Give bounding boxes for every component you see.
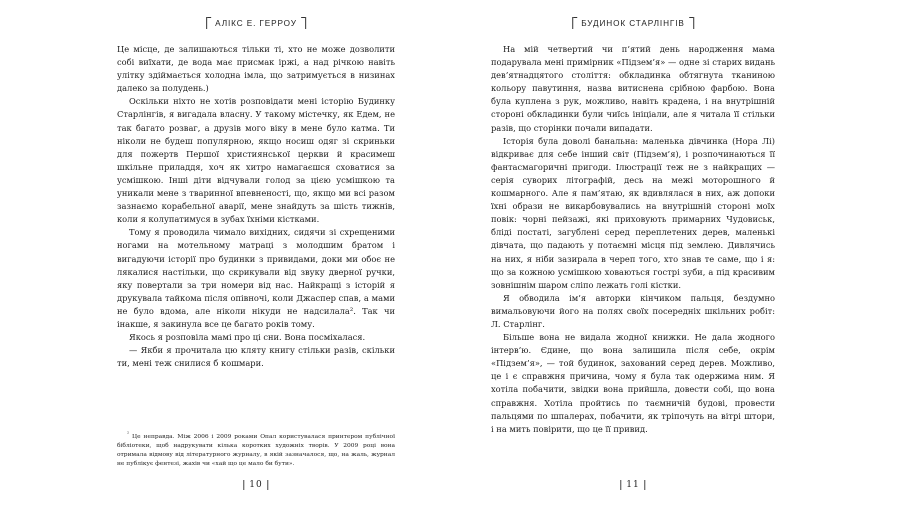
footnote-mark: ²: [127, 431, 130, 437]
running-head-text: АЛІКС Е. ГЕРРОУ: [215, 18, 297, 28]
page-number-text: 11: [626, 480, 640, 490]
paragraph: Тому я проводила чимало вихідних, сидячи зі схрещеними ногами на мотельному матраці з молодшим братом і вигадуючи історії про будинки з привидами, доки ми обоє не лякалися настільки, що скрикували від звуку дверної ручки, яку повертали за три номери від нас. Найкращі з історій я друкувала тайкома після опівночі, коли Джаспер спав, а мами не було вдома, але ніколи нікуди не надсилала². Так чи інакше, я закинула все це багато років тому.: [117, 227, 395, 329]
right-page: [491, 0, 775, 510]
paragraph: Історія була доволі банальна: маленька дівчинка (Нора Лі) відкриває для себе інший світ (Підзем’я), і розпочинаються її фантасмагоричні пригоди. Ілюстрації теж не з найкращих — серія суворих літографій, десь на межі моторошного й кошмарного. Але я пам’ятаю, як вдивлялася в них, аж допоки їхні образи не викарбовувались на внутрішній стороні моїх повік: чорні пейзажі, які приховують примарних Чудовиськ, бліді постаті, загублені серед переплетених дерев, маленькі дівчата, що падають у потаємні місця під землею. Дивлячись на них, я ніби зазирала в череп того, хто знав те саме, що і я: що за кожною усмішкою ховаються гострі зуби, а під красивим зовнішнім шаром сліпо лежать голі кістки.: [491, 135, 775, 290]
paragraph: Якось я розповіла мамі про ці сни. Вона посміхалася.: [129, 332, 366, 343]
running-head-author: [206, 17, 306, 29]
left-page: [117, 0, 395, 510]
page-number-right: [615, 480, 650, 490]
right-body-text: [491, 43, 775, 436]
paragraph: Більше вона не видала жодної книжки. Не дала жодного інтерв’ю. Єдине, що вона залишила після себе, окрім «Підзем’я», — той будинок, захований серед дерев. Можливо, це і є справжня причина, чому я була так одержима ним. Я хотіла побачити, звідки вона прийшла, довести собі, що вона справжня. Хотіла пройтись по таємничій будові, провести пальцями по шпалерах, побачити, як тріпочуть на вітрі штори, і на мить повірити, що це її привид.: [491, 332, 775, 434]
left-body-text: [117, 43, 395, 370]
paragraph: Це місце, де залишаються тільки ті, хто не може дозволити собі виїхати, де вода має присмак іржі, а над річкою навіть улітку здіймається холодна імла, що затримується в низинах далеко за полудень.): [117, 44, 395, 94]
paragraph: — Якби я прочитала цю кляту книгу стільки разів, скільки ти, мені теж снилися б кошмари.: [117, 345, 395, 369]
paragraph: Я обводила ім’я авторки кінчиком пальця, бездумно вимальовуючи його на полях своїх посередніх шкільних робіт: Л. Старлінг.: [491, 292, 775, 329]
footnote-text: Це неправда. Між 2006 і 2009 роками Опал користувалася принтером публічної бібліотеки, щоб надрукувати кілька коротких художніх творів. У 2009 році вона отримала відмову від літературного журналу, в якій зазначалося, що, на жаль, журнал не публікує фентезі, жахів чи «хай що це мало би бути».: [117, 433, 395, 468]
footnote: [117, 430, 395, 469]
running-head-text: БУДИНОК СТАРЛІНГІВ: [581, 18, 685, 28]
paragraph: Оскільки ніхто не хотів розповідати мені історію Будинку Старлінгів, я вигадала власну. У такому містечку, як Едем, не так багато розваг, а друзів мого віку в мене було катма. Ти ніколи не будеш популярною, якщо носиш одяг зі скриньки для пожертв Першої християнської церкви й красимеш шкільне приладдя, хоч як хитро намагаєшся сховатися за усмішкою. Інші діти відчували голод за цією усмішкою та уникали мене з тваринної впевненості, що, якщо ми всі разом зазнаємо корабельної аварії, мене знайдуть за шість тижнів, коли я колупатимуся в зубах їхніми кістками.: [117, 96, 395, 225]
running-head-title: [572, 17, 694, 29]
page-number-left: [238, 480, 273, 490]
page-number-text: 10: [249, 480, 263, 490]
paragraph: На мій четвертий чи п’ятий день народження мама подарувала мені примірник «Підзем’я» — одне зі старих видань дев’ятнадцятого століття: обкладинка обтягнута тканиною кольору павутиння, назва витиснена срібною фарбою. Вона була куплена з рук, можливо, навіть крадена, і на внутрішній стороні обкладинки були чиїсь ініціали, але я читала її стільки разів, що сторінки почали випадати.: [491, 44, 775, 133]
